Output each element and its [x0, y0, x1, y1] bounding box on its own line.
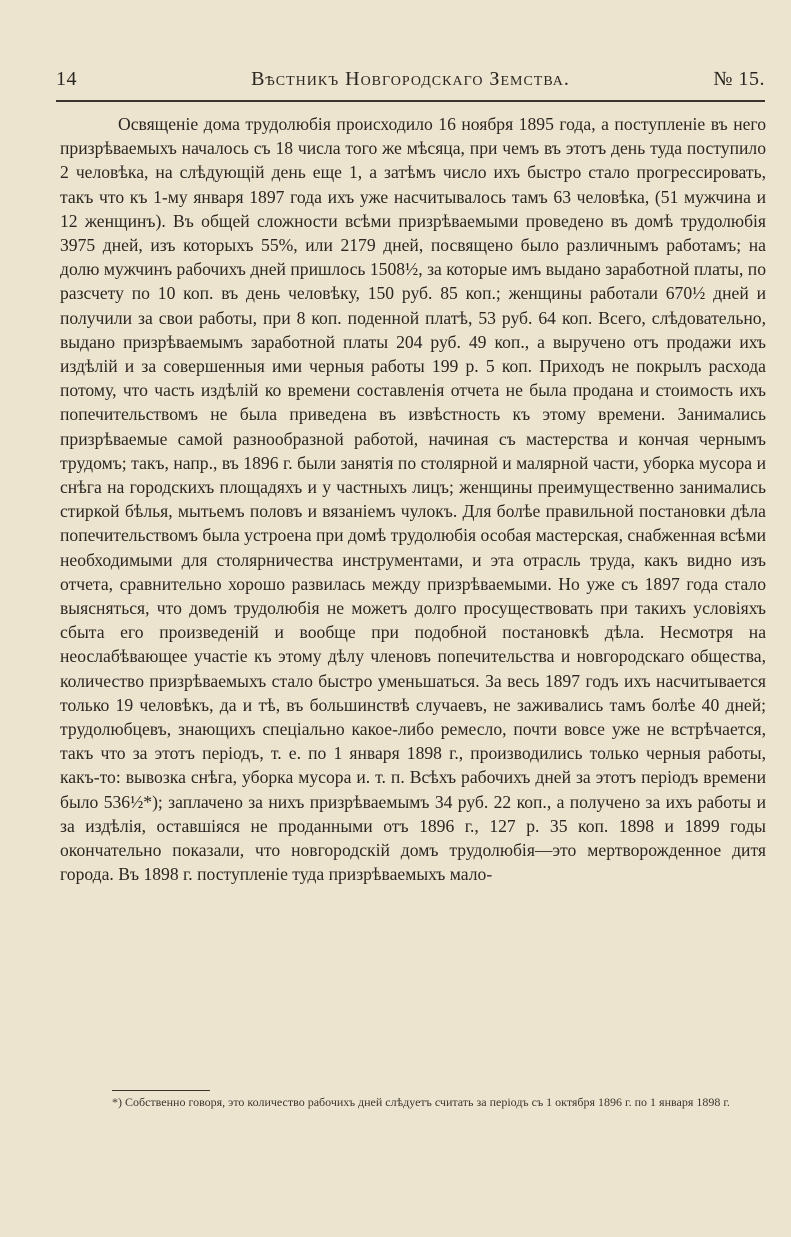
footnote: *) Собственно говоря, это количество рабочихъ дней слѣдуетъ считать за періодъ съ 1 октября 1896 г. по 1 января 1898 г. [112, 1095, 730, 1109]
running-header [56, 68, 765, 92]
body-paragraph: Освященіе дома трудолюбія происходило 16 ноября 1895 года, а поступленіе въ него призрѣваемыхъ началось съ 18 числа того же мѣсяца, при чемъ въ этотъ день туда поступило 2 человѣка, на слѣдующій день еще 1, а затѣмъ число ихъ быстро стало прогрессировать, такъ что къ 1-му января 1897 года ихъ уже насчитывалось тамъ 63 человѣка, (51 мужчина и 12 женщинъ). Въ общей сложности всѣми призрѣваемыми проведено въ домѣ трудолюбія 3975 дней, изъ которыхъ 55%, или 2179 дней, посвящено было различнымъ работамъ; на долю мужчинъ рабочихъ дней пришлось 1508½, за которые имъ выдано заработной платы, по разсчету по 10 коп. въ день человѣку, 150 руб. 85 коп.; женщины работали 670½ дней и получили за свои работы, при 8 коп. поденной платѣ, 53 руб. 64 коп. Всего, слѣдовательно, выдано призрѣваемымъ заработной платы 204 руб. 49 коп., а выручено отъ продажи ихъ издѣлій и за совершенныя ими черныя работы 199 р. 5 коп. Приходъ не покрылъ расхода потому, что часть издѣлій ко времени составленія отчета не была продана и стоимость ихъ попечительствомъ не была приведена въ извѣстность къ этому времени. Занимались призрѣваемые самой разнообразной работой, начиная съ мастерства и кончая чернымъ трудомъ; такъ, напр., въ 1896 г. были занятія по столярной и малярной части, уборка мусора и снѣга на городскихъ площадяхъ и у частныхъ лицъ; женщины преимущественно занимались стиркой бѣлья, мытьемъ половъ и вязаніемъ чулокъ. Для болѣе правильной постановки дѣла попечительствомъ была устроена при домѣ трудолюбія особая мастерская, снабженная всѣми необходимыми для столярничества инструментами, и эта отрасль труда, какъ видно изъ отчета, сравнительно хорошо развилась между призрѣваемыми. Но уже съ 1897 года стало выясняться, что домъ трудолюбія не можетъ долго просуществовать при такихъ условіяхъ сбыта его произведеній и вообще при подобной постановкѣ дѣла. Несмотря на неослабѣвающее участіе къ этому дѣлу членовъ попечительства и новгородскаго общества, количество призрѣваемыхъ стало быстро уменьшаться. За весь 1897 годъ ихъ насчитывается только 19 человѣкъ, да и тѣ, въ большинствѣ случаевъ, не заживались тамъ болѣе 40 дней; трудолюбцевъ, знающихъ спеціально какое-либо ремесло, почти вовсе уже не встрѣчается, такъ что за этотъ періодъ, т. е. по 1 января 1898 г., производились только черныя работы, какъ-то: вывозка снѣга, уборка мусора и. т. п. Всѣхъ рабочихъ дней за этотъ періодъ времени было 536½*); заплачено за нихъ призрѣваемымъ 34 руб. 22 коп., а получено за ихъ работы и за издѣлія, оставшіяся не проданными отъ 1896 г., 127 р. 35 коп. 1898 и 1899 годы окончательно показали, что новгородскій домъ трудолюбія—это мертворожденное дитя города. Въ 1898 г. поступленіе туда призрѣваемыхъ мало- [60, 114, 766, 885]
page-number: 14 [56, 68, 77, 90]
footnote-divider [112, 1090, 210, 1091]
issue-number: № 15. [713, 68, 765, 90]
journal-title: Вѣстникъ Новгородскаго Земства. [251, 68, 570, 90]
header-divider [56, 100, 765, 102]
